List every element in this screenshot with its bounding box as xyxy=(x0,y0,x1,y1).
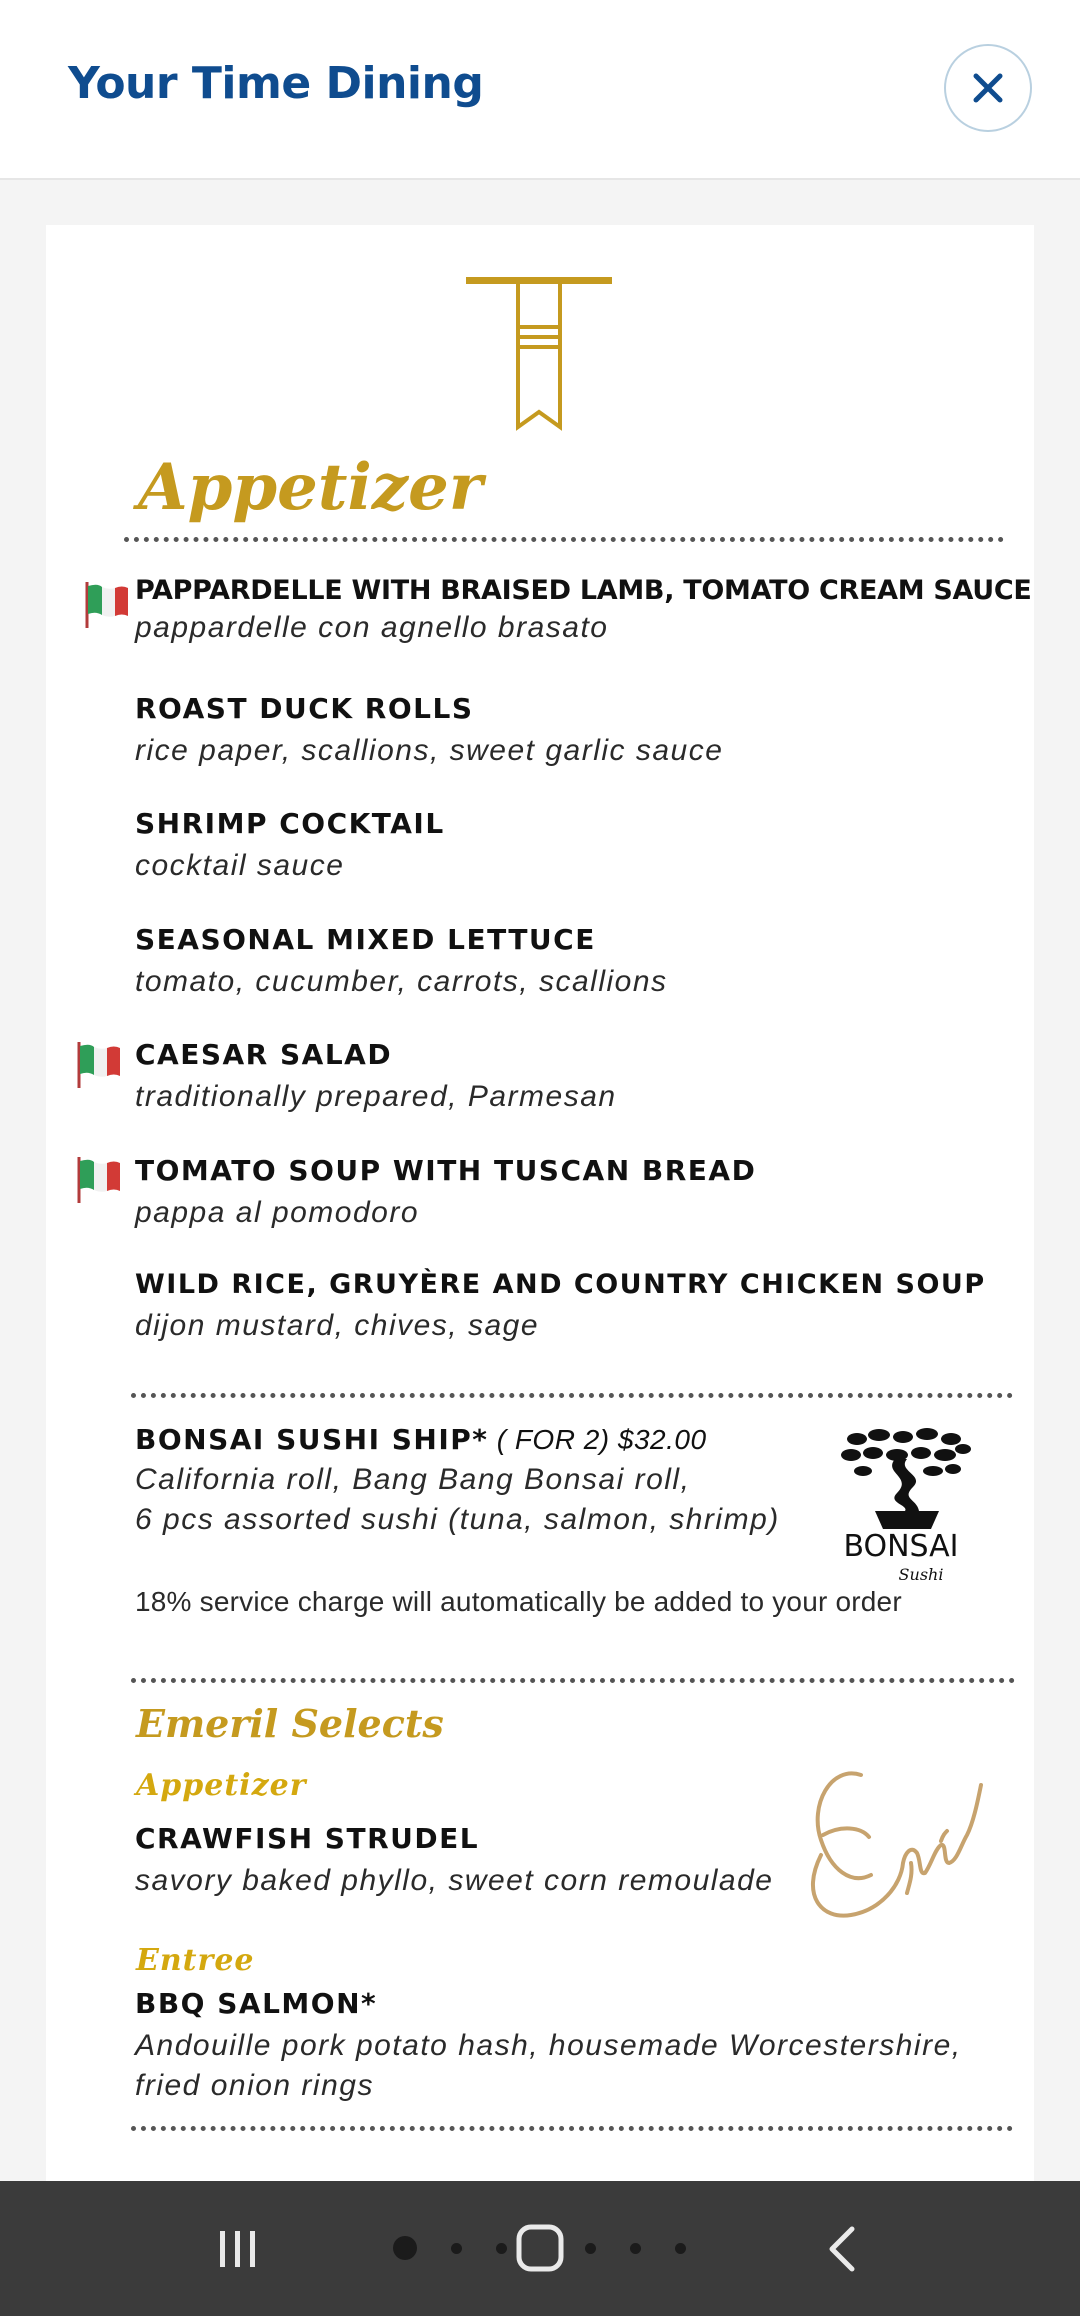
menu-item xyxy=(135,1822,773,1901)
menu-item-price: ( FOR 2) $32.00 xyxy=(488,1424,707,1455)
menu-item xyxy=(135,1987,962,2106)
menu-item-name: PAPPARDELLE WITH BRAISED LAMB, TOMATO CREAM SAUCE xyxy=(135,575,1032,606)
menu-item-description: pappa al pomodoro xyxy=(135,1196,420,1229)
divider xyxy=(131,1678,1015,1683)
italy-flag-icon xyxy=(76,1155,122,1205)
page-indicator-dot-active xyxy=(393,2236,417,2260)
bonsai-logo-subtext: Sushi xyxy=(898,1565,944,1584)
home-icon[interactable] xyxy=(515,2223,565,2273)
menu-item xyxy=(135,575,1032,648)
menu-item-name: BONSAI SUSHI SHIP* xyxy=(135,1423,489,1456)
menu-item-name: WILD RICE, GRUYÈRE AND COUNTRY CHICKEN SOUP xyxy=(135,1269,986,1300)
bonsai-logo-text: BONSAI xyxy=(843,1529,959,1564)
menu-item-name: BBQ SALMON* xyxy=(135,1987,378,2020)
menu-item-description: Andouille pork potato hash, housemade Worcestershire, xyxy=(135,2029,962,2062)
menu-item-name: SHRIMP COCKTAIL xyxy=(135,807,445,840)
menu-item xyxy=(135,692,723,771)
page-title: Your Time Dining xyxy=(68,58,484,109)
bonsai-logo xyxy=(831,1425,976,1595)
menu-item-name: CRAWFISH STRUDEL xyxy=(135,1822,480,1855)
italy-flag-icon xyxy=(76,1040,122,1090)
appetizer-heading: Appetizer xyxy=(138,450,483,525)
menu-item-description: cocktail sauce xyxy=(135,849,345,882)
page-indicator-dot xyxy=(585,2243,596,2254)
page-indicator-dot xyxy=(496,2243,507,2254)
emeril-entree-heading: Entree xyxy=(136,1943,255,1978)
menu-item-description: 6 pcs assorted sushi (tuna, salmon, shrimp) xyxy=(135,1503,780,1536)
menu-item-description: traditionally prepared, Parmesan xyxy=(135,1080,617,1113)
emeril-selects-heading: Emeril Selects xyxy=(136,1701,444,1746)
menu-card xyxy=(46,225,1034,2225)
back-icon[interactable] xyxy=(822,2225,862,2273)
page-indicator-dot xyxy=(630,2243,641,2254)
menu-item-description: California roll, Bang Bang Bonsai roll, xyxy=(135,1463,691,1496)
app-header xyxy=(0,0,1080,180)
close-button[interactable] xyxy=(944,44,1032,132)
system-nav-bar xyxy=(0,2181,1080,2316)
menu-item xyxy=(135,1269,986,1346)
menu-item-description: savory baked phyllo, sweet corn remoulade xyxy=(135,1864,774,1897)
divider xyxy=(124,537,1004,542)
menu-item-description: fried onion rings xyxy=(135,2069,374,2102)
page-indicator-dot xyxy=(451,2243,462,2254)
service-charge-note: 18% service charge will automatically be added to your order xyxy=(135,1586,902,1617)
emeril-appetizer-heading: Appetizer xyxy=(136,1768,307,1803)
page-indicator-dot xyxy=(675,2243,686,2254)
menu-item-name: ROAST DUCK ROLLS xyxy=(135,692,474,725)
italy-flag-icon xyxy=(84,580,130,630)
menu-item xyxy=(135,807,445,886)
menu-item-bonsai xyxy=(135,1423,780,1540)
menu-item-name: TOMATO SOUP WITH TUSCAN BREAD xyxy=(135,1154,757,1187)
menu-item-description: pappardelle con agnello brasato xyxy=(135,611,609,644)
recent-apps-icon[interactable] xyxy=(216,2227,260,2271)
divider xyxy=(131,1393,1013,1398)
emeril-signature-icon xyxy=(791,1745,991,1945)
menu-item xyxy=(135,923,668,1002)
menu-item xyxy=(135,1154,756,1233)
bonsai-tree-icon xyxy=(835,1425,975,1535)
restaurant-logo-icon xyxy=(466,275,616,435)
menu-item-description: dijon mustard, chives, sage xyxy=(135,1309,540,1342)
menu-item-name: SEASONAL MIXED LETTUCE xyxy=(135,923,596,956)
menu-item-description: rice paper, scallions, sweet garlic sauce xyxy=(135,734,724,767)
menu-item-description: tomato, cucumber, carrots, scallions xyxy=(135,965,668,998)
menu-item-name: CAESAR SALAD xyxy=(135,1038,393,1071)
menu-item xyxy=(135,1038,617,1117)
divider xyxy=(131,2126,1013,2131)
menu-item-name-row xyxy=(135,1423,780,1456)
close-icon xyxy=(970,70,1006,106)
